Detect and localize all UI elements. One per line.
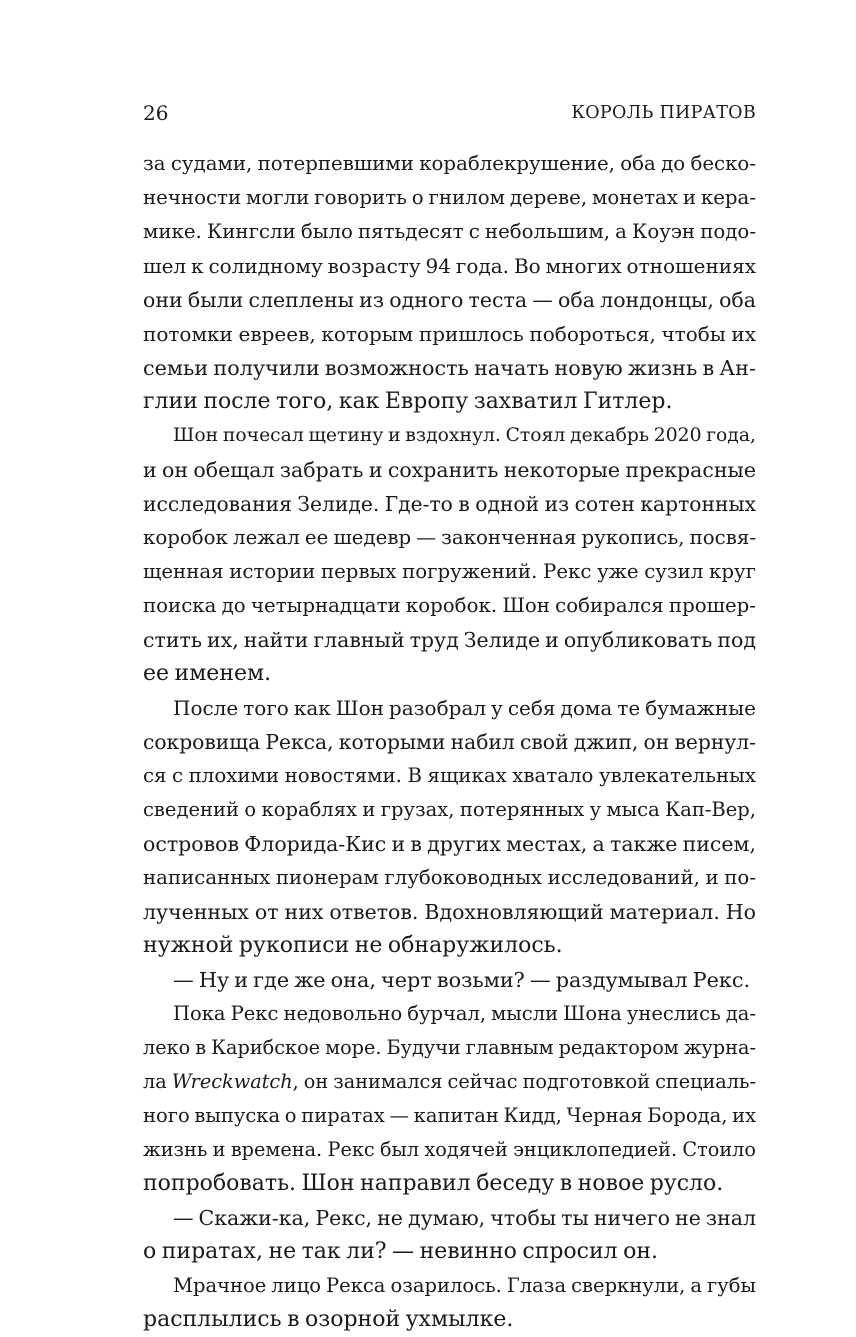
text-line: расплылись в озорной ухмылке. [143, 1307, 514, 1332]
text-line: лученных от них ответов. Вдохновляющий материал. Но [143, 900, 756, 924]
text-line: коробок лежал ее шедевр — законченная рукопись, посвя- [143, 526, 756, 549]
text-line: написанных пионерам глубоководных исследований, и по- [143, 866, 756, 889]
text-line: потомки евреев, которым пришлось побороться, чтобы их [143, 322, 756, 346]
text-line: исследования Зелиде. Где-то в одной из сотен картонных [143, 492, 756, 516]
text-line: щенная истории первых погружений. Рекс уже сузил круг [143, 560, 756, 583]
text-line: попробовать. Шон направил беседу в новое русло. [143, 1171, 724, 1196]
text-line: и он обещал забрать и сохранить некоторые прекрасные [143, 458, 756, 482]
body-text [143, 147, 756, 1337]
text-line: ее именем. [143, 661, 272, 686]
text-line: жизнь и времена. Рекс был ходячей энциклопедией. Стоило [143, 1138, 756, 1161]
text-line: После того как Шон разобрал у себя дома те бумажные [173, 696, 756, 720]
text-fragment: ла [143, 1070, 172, 1093]
text-line: глии после того, как Европу захватил Гитлер. [143, 389, 673, 414]
text-line: леко в Карибское море. Будучи главным редактором журна- [143, 1036, 756, 1059]
text-line: Шон почесал щетину и вздохнул. Стоял декабрь 2020 года, [173, 425, 756, 446]
text-line: — Скажи-ка, Рекс, не думаю, чтобы ты ничего не знал [173, 1206, 756, 1230]
text-line: мике. Кингсли было пятьдесят с небольшим, а Коуэн подо- [143, 220, 756, 243]
text-line: ся с плохими новостями. В ящиках хватало увлекательных [143, 764, 756, 787]
running-title: КОРОЛЬ ПИРАТОВ [571, 103, 756, 123]
text-line: ного выпуска о пиратах — капитан Кидд, Черная Борода, их [143, 1104, 757, 1127]
text-fragment: , он занимался сейчас подготовкой специаль- [292, 1070, 756, 1093]
magazine-title: Wreckwatch [171, 1070, 293, 1093]
text-line: сведений о кораблях и грузах, потерянных у мыса Кап-Вер, [143, 798, 756, 821]
page-header [143, 96, 756, 130]
text-line: — Ну и где же она, черт возьми? — раздумывал Рекс. [173, 968, 751, 992]
text-line: поиска до четырнадцати коробок. Шон собирался прошер- [143, 594, 756, 617]
text-line: Мрачное лицо Рекса озарилось. Глаза сверкнули, а губы [173, 1274, 756, 1297]
text-line: островов Флорида-Кис и в других местах, а также писем, [143, 832, 756, 856]
page-number: 26 [143, 101, 169, 125]
text-line: они были слеплены из одного теста — оба лондонцы, оба [143, 288, 756, 312]
text-line: нужной рукописи не обнаружилось. [143, 933, 563, 958]
text-line: Пока Рекс недовольно бурчал, мысли Шона унеслись да- [173, 1002, 756, 1025]
text-line: сокровища Рекса, которыми набил свой джип, он вернул- [143, 730, 756, 754]
text-line [143, 1065, 756, 1099]
text-line: стить их, найти главный труд Зелиде и опубликовать под [143, 628, 756, 652]
text-line: за судами, потерпевшими кораблекрушение, оба до беско- [143, 152, 756, 175]
text-line: о пиратах, не так ли? — невинно спросил он. [143, 1239, 659, 1264]
text-line: шел к солидному возрасту 94 года. Во многих отношениях [143, 254, 756, 278]
text-line: семьи получили возможность начать новую жизнь в Ан- [143, 356, 756, 380]
text-line: нечности могли говорить о гнилом дереве, монетах и кера- [143, 186, 756, 209]
